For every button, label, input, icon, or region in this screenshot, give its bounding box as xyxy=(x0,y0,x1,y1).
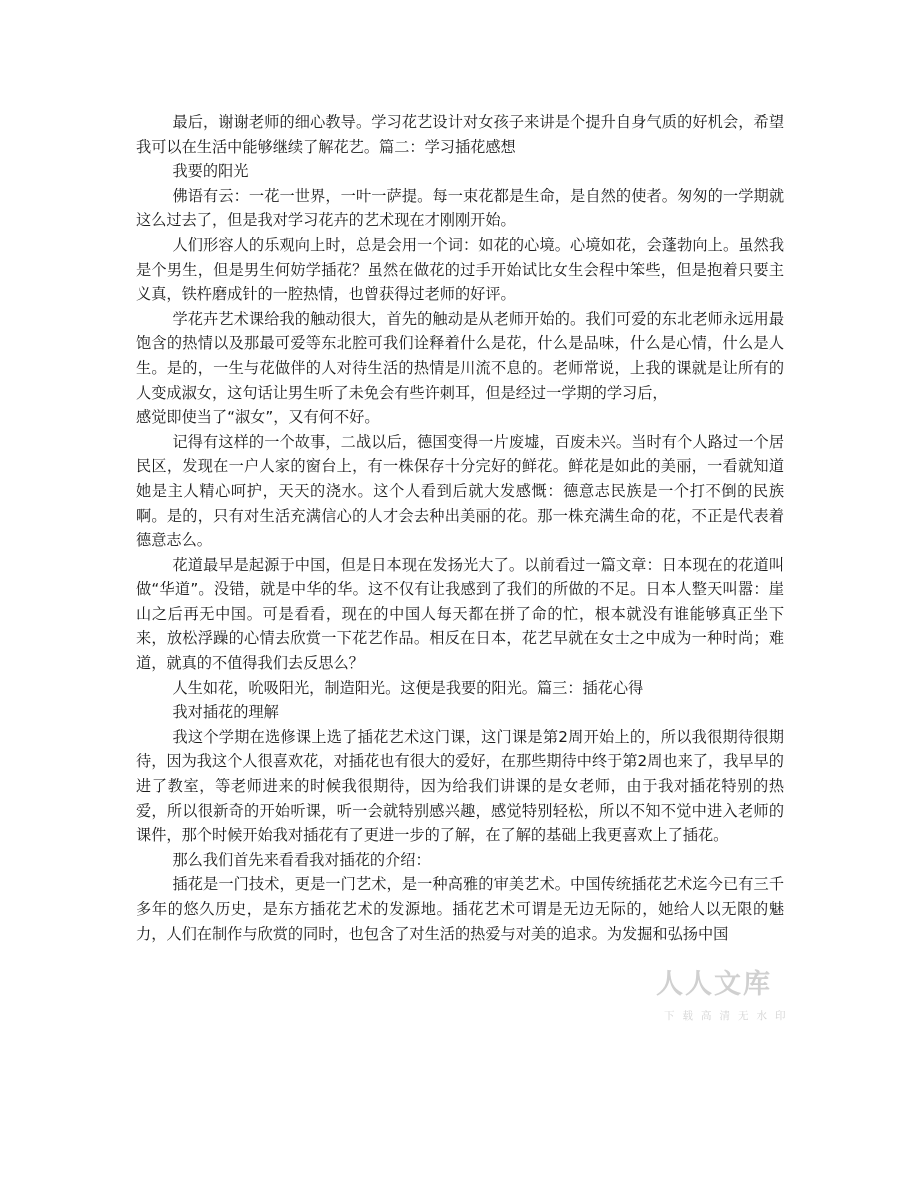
section-heading-sunshine: 我要的阳光 xyxy=(172,162,249,181)
paragraph: 我这个学期在选修课上选了插花艺术这门课，这门课是第2周开始上的，所以我很期待很期待，因为我这个人很喜欢花，对插花也有很大的爱好，在那些期待中终于第2周也来了，我早早的进了教室，等老师进来的时候我很期待，因为给我们讲课的是女老师，由于我对插花特别的热爱，所以很新奇的开始听课，听一会就特别感兴趣，感觉特别轻松，所以不知不觉中进入老师的课件，那个时候开始我对插花有了更进一步的了解，在了解的基础上我更喜欢上了插花。 xyxy=(136,727,784,845)
paragraph: 记得有这样的一个故事，二战以后，德国变得一片废墟，百废未兴。当时有个人路过一个居民区，发现在一户人家的窗台上，有一株保存十分完好的鲜花。鲜花是如此的美丽，一看就知道她是主人精心呵护，天天的浇水。这个人看到后就大发感慨：德意志民族是一个打不倒的民族啊。是的，只有对生活充满信心的人才会去种出美丽的花。那一株充满生命的花，不正是代表着德意志么。 xyxy=(136,432,784,550)
watermark-title: 人人文库 xyxy=(656,969,772,1000)
article-body xyxy=(136,110,784,946)
paragraph: 花道最早是起源于中国，但是日本现在发扬光大了。以前看过一篇文章：日本现在的花道叫做“华道”。没错，就是中华的华。这不仅有让我感到了我们的所做的不足。日本人整天叫嚣：崖山之后再无中国。可是看看，现在的中国人每天都在拼了命的忙，根本就没有谁能够真正坐下来，放松浮躁的心情去欣赏一下花艺作品。相反在日本，花艺早就在女士之中成为一种时尚；难道，就真的不值得我们去反思么？ xyxy=(136,555,784,673)
section-heading-understanding: 我对插花的理解 xyxy=(172,703,279,722)
paragraph: 插花是一门技术，更是一门艺术，是一种高雅的审美艺术。中国传统插花艺术迄今已有三千多年的悠久历史，是东方插花艺术的发源地。插花艺术可谓是无边无际的，她给人以无限的魅力，人们在制作与欣赏的同时，也包含了对生活的热爱与对美的追求。为发掘和弘扬中国 xyxy=(136,875,784,943)
paragraph-continuation: 感觉即使当了“淑女”，又有何不好。 xyxy=(136,408,380,427)
watermark-logo xyxy=(652,962,802,1042)
paragraph: 人生如花，吮吸阳光，制造阳光。这便是我要的阳光。篇三：插花心得 xyxy=(172,678,644,697)
paragraph: 那么我们首先来看看我对插花的介绍： xyxy=(172,850,431,869)
watermark-subtitle: 下载高清无水印 xyxy=(664,1010,794,1022)
paragraph: 学花卉艺术课给我的触动很大，首先的触动是从老师开始的。我们可爱的东北老师永远用最饱含的热情以及那最可爱等东北腔可我们诠释着什么是花，什么是品味，什么是心情，什么是人生。是的，一生与花做伴的人对待生活的热情是川流不息的。老师常说，上我的课就是让所有的人变成淑女，这句话让男生听了未免会有些许刺耳，但是经过一学期的学习后， xyxy=(136,309,784,402)
paragraph: 人们形容人的乐观向上时，总是会用一个词：如花的心境。心境如花，会蓬勃向上。虽然我是个男生，但是男生何妨学插花？虽然在做花的过手开始试比女生会程中笨些，但是抱着只要主义真，铁杵磨成针的一腔热情，也曾获得过老师的好评。 xyxy=(136,235,784,304)
paragraph: 佛语有云：一花一世界，一叶一萨提。每一束花都是生命，是自然的使者。匆匆的一学期就这么过去了，但是我对学习花卉的艺术现在才刚刚开始。 xyxy=(136,186,784,230)
paragraph-closing: 最后，谢谢老师的细心教导。学习花艺设计对女孩子来讲是个提升自身气质的好机会，希望我可以在生活中能够继续了解花艺。篇二：学习插花感想 xyxy=(136,113,784,156)
